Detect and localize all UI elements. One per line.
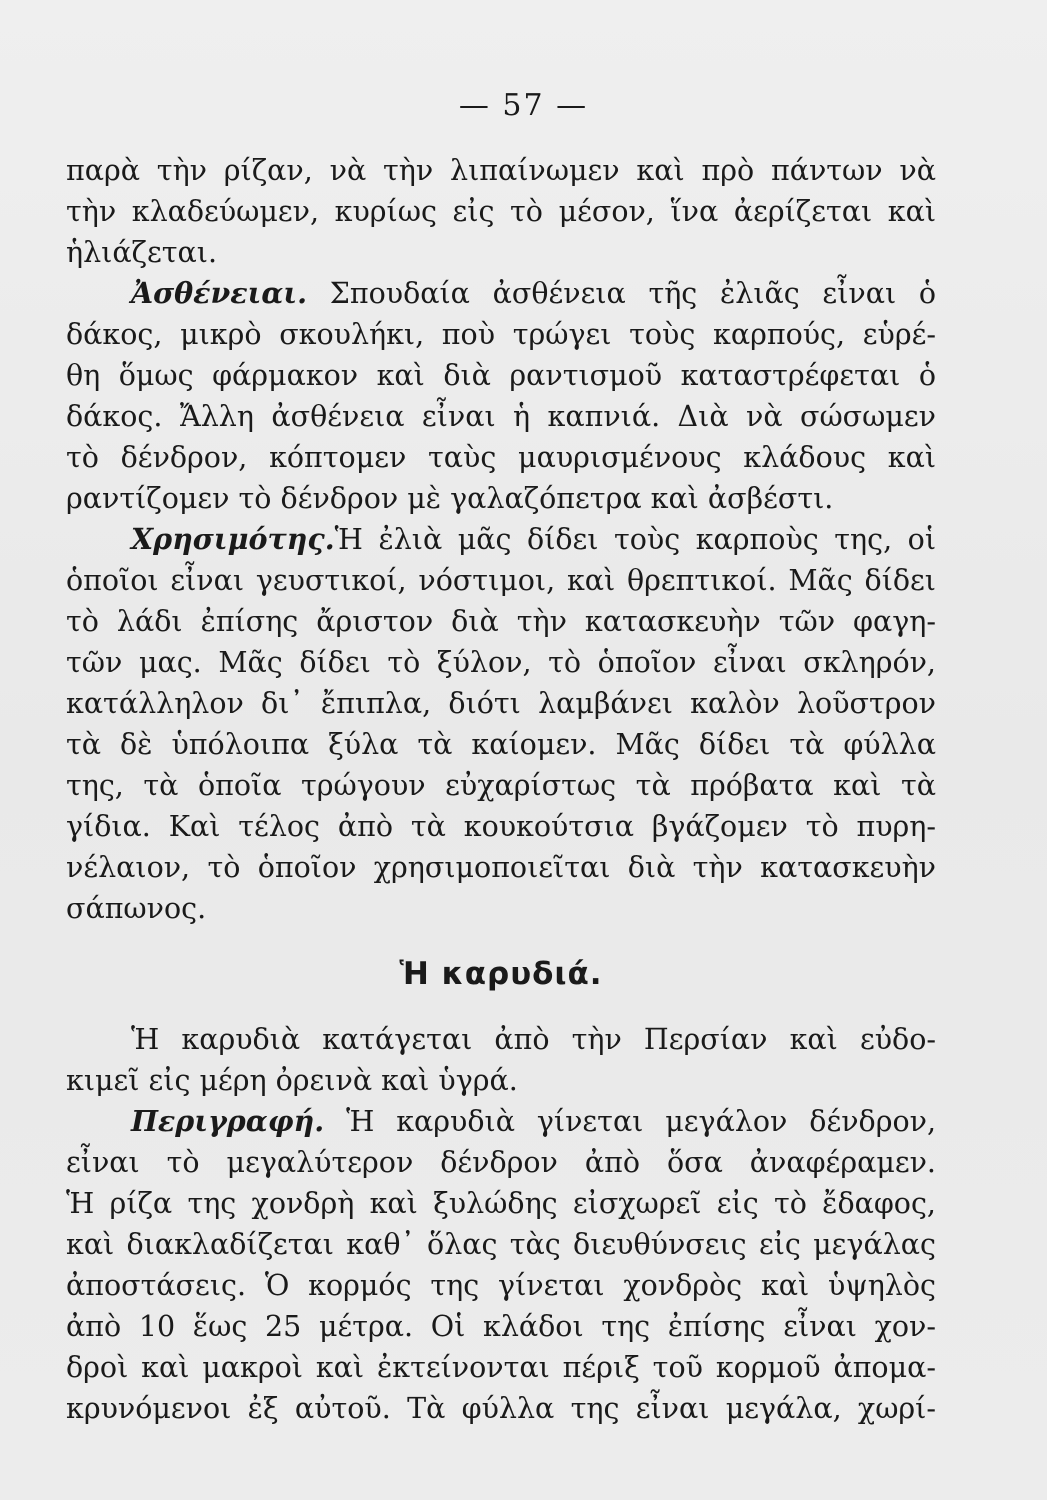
text-line: θη ὅμως φάρμακον καὶ διὰ ραντισμοῦ καταστρέφεται ὁ	[66, 359, 936, 392]
page-body	[66, 150, 936, 1429]
description-paragraph-first-line	[66, 1101, 936, 1142]
text-line: τὴν κλαδεύωμεν, κυρίως εἰς τὸ μέσον, ἵνα ἀερίζεται καὶ	[66, 195, 936, 228]
text-line: τὸ δένδρον, κόπτομεν ταὺς μαυρισμένους κλάδους καὶ	[66, 441, 936, 474]
text-span: Ἡ καρυδιὰ γίνεται μεγάλον δένδρον,	[346, 1105, 936, 1138]
text-line: δροὶ καὶ μακροὶ καὶ ἐκτείνονται πέριξ τοῦ κορμοῦ ἀπομα-	[66, 1351, 936, 1384]
text-line: ὁποῖοι εἶναι γευστικοί, νόστιμοι, καὶ θρεπτικοί. Μᾶς δίδει	[66, 564, 936, 597]
text-line: τῶν μας. Μᾶς δίδει τὸ ξύλον, τὸ ὁποῖον εἶναι σκληρόν,	[66, 646, 936, 679]
description-label: Περιγραφή.	[131, 1104, 325, 1138]
text-line: παρὰ τὴν ρίζαν, νὰ τὴν λιπαίνωμεν καὶ πρὸ πάντων νὰ	[66, 154, 936, 187]
section-heading: Ἡ καρυδιά.	[399, 956, 603, 992]
text-line: γίδια. Καὶ τέλος ἀπὸ τὰ κουκούτσια βγάζομεν τὸ πυρη-	[66, 810, 936, 843]
text-span: Σπουδαία ἀσθένεια τῆς ἐλιᾶς εἶναι ὁ	[329, 277, 936, 310]
text-line: ἀπὸ 10 ἕως 25 μέτρα. Οἱ κλάδοι της ἐπίσης εἶναι χον-	[66, 1310, 936, 1343]
text-line: σάπωνος.	[66, 892, 207, 925]
diseases-paragraph-first-line	[66, 273, 936, 314]
section-heading-wrap	[66, 929, 936, 1019]
diseases-label: Ἀσθένειαι.	[131, 276, 307, 310]
text-line: τὸ λάδι ἐπίσης ἄριστον διὰ τὴν κατασκευὴν τῶν φαγη-	[66, 605, 936, 638]
usefulness-paragraph-first-line	[66, 519, 936, 560]
usefulness-label: Χρησιμότης.	[131, 522, 335, 556]
text-line: καὶ διακλαδίζεται καθ᾿ ὅλας τὰς διευθύνσεις εἰς μεγάλας	[66, 1228, 936, 1261]
text-line: της, τὰ ὁποῖα τρώγουν εὐχαρίστως τὰ πρόβατα καὶ τὰ	[66, 769, 936, 802]
text-line: δάκος. Ἄλλη ἀσθένεια εἶναι ἡ καπνιά. Διὰ νὰ σώσωμεν	[66, 400, 936, 433]
text-line: Ἡ καρυδιὰ κατάγεται ἀπὸ τὴν Περσίαν καὶ εὐδο-	[131, 1023, 936, 1056]
text-line: ραντίζομεν τὸ δένδρον μὲ γαλαζόπετρα καὶ ἀσβέστι.	[66, 482, 834, 515]
text-line: τὰ δὲ ὑπόλοιπα ξύλα τὰ καίομεν. Μᾶς δίδει τὰ φύλλα	[66, 728, 936, 761]
text-line: κρυνόμενοι ἐξ αὐτοῦ. Τὰ φύλλα της εἶναι μεγάλα, χωρί-	[66, 1392, 936, 1425]
text-line: δάκος, μικρὸ σκουλήκι, ποὺ τρώγει τοὺς καρπούς, εὑρέ-	[66, 318, 936, 351]
text-span: Ἡ ἐλιὰ μᾶς δίδει τοὺς καρποὺς της, οἱ	[334, 523, 936, 556]
page-number: — 57 —	[458, 88, 589, 123]
text-line: Ἡ ρίζα της χονδρὴ καὶ ξυλώδης εἰσχωρεῖ εἰς τὸ ἔδαφος,	[66, 1187, 936, 1220]
text-line: κατάλληλον δι᾿ ἔπιπλα, διότι λαμβάνει καλὸν λοῦστρον	[66, 687, 936, 720]
text-line: εἶναι τὸ μεγαλύτερον δένδρον ἀπὸ ὅσα ἀναφέραμεν.	[66, 1146, 936, 1179]
text-line: ἡλιάζεται.	[66, 236, 218, 269]
text-line: νέλαιον, τὸ ὁποῖον χρησιμοποιεῖται διὰ τὴν κατασκευὴν	[66, 851, 936, 884]
text-line: κιμεῖ εἰς μέρη ὀρεινὰ καὶ ὑγρά.	[66, 1064, 518, 1097]
text-line: ἀποστάσεις. Ὁ κορμός της γίνεται χονδρὸς καὶ ὑψηλὸς	[66, 1269, 936, 1302]
